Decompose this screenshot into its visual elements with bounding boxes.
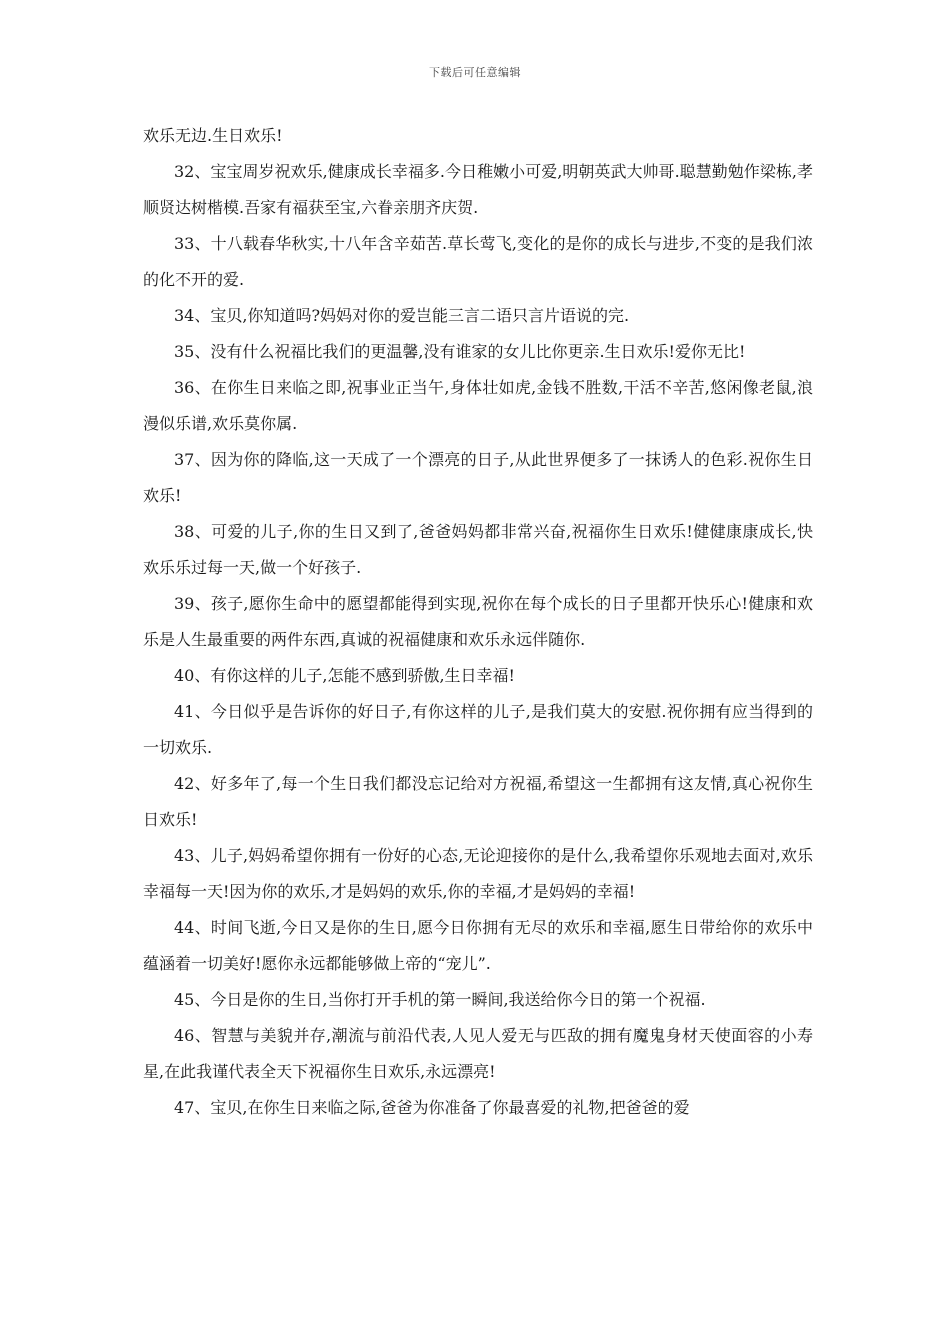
- document-body: [143, 118, 813, 1126]
- paragraph: 33、十八载春华秋实,十八年含辛茹苦.草长莺飞,变化的是你的成长与进步,不变的是我们浓的化不开的爱.: [143, 234, 813, 289]
- paragraph: 34、宝贝,你知道吗?妈妈对你的爱岂能三言二语只言片语说的完.: [174, 306, 630, 325]
- paragraph: 42、好多年了,每一个生日我们都没忘记给对方祝福,希望这一生都拥有这友情,真心祝你生日欢乐!: [143, 774, 813, 829]
- paragraph: 36、在你生日来临之即,祝事业正当午,身体壮如虎,金钱不胜数,干活不辛苦,悠闲像老鼠,浪漫似乐谱,欢乐莫你属.: [143, 378, 813, 433]
- paragraph: 44、时间飞逝,今日又是你的生日,愿今日你拥有无尽的欢乐和幸福,愿生日带给你的欢乐中蕴涵着一切美好!愿你永远都能够做上帝的“宠儿”.: [143, 918, 813, 973]
- paragraph: 37、因为你的降临,这一天成了一个漂亮的日子,从此世界便多了一抹诱人的色彩.祝你生日欢乐!: [143, 450, 813, 505]
- paragraph: 39、孩子,愿你生命中的愿望都能得到实现,祝你在每个成长的日子里都开快乐心!健康和欢乐是人生最重要的两件东西,真诚的祝福健康和欢乐永远伴随你.: [143, 594, 813, 649]
- paragraph: 35、没有什么祝福比我们的更温馨,没有谁家的女儿比你更亲.生日欢乐!爱你无比!: [174, 342, 746, 361]
- paragraph: 欢乐无边.生日欢乐!: [143, 126, 283, 145]
- paragraph: 47、宝贝,在你生日来临之际,爸爸为你准备了你最喜爱的礼物,把爸爸的爱: [174, 1098, 690, 1117]
- page-header: 下载后可任意编辑: [429, 66, 521, 79]
- paragraph: 41、今日似乎是告诉你的好日子,有你这样的儿子,是我们莫大的安慰.祝你拥有应当得到的一切欢乐.: [143, 702, 813, 757]
- paragraph: 40、有你这样的儿子,怎能不感到骄傲,生日幸福!: [174, 666, 515, 685]
- paragraph: 38、可爱的儿子,你的生日又到了,爸爸妈妈都非常兴奋,祝福你生日欢乐!健健康康成长,快欢乐乐过每一天,做一个好孩子.: [143, 522, 813, 577]
- paragraph: 32、宝宝周岁祝欢乐,健康成长幸福多.今日稚嫩小可爱,明朝英武大帅哥.聪慧勤勉作梁栋,孝顺贤达树楷模.吾家有福获至宝,六眷亲朋齐庆贺.: [143, 162, 813, 217]
- paragraph: 45、今日是你的生日,当你打开手机的第一瞬间,我送给你今日的第一个祝福.: [174, 990, 706, 1009]
- paragraph: 43、儿子,妈妈希望你拥有一份好的心态,无论迎接你的是什么,我希望你乐观地去面对,欢乐幸福每一天!因为你的欢乐,才是妈妈的欢乐,你的幸福,才是妈妈的幸福!: [143, 846, 813, 901]
- paragraph: 46、智慧与美貌并存,潮流与前沿代表,人见人爱无与匹敌的拥有魔鬼身材天使面容的小寿星,在此我谨代表全天下祝福你生日欢乐,永远漂亮!: [143, 1026, 813, 1081]
